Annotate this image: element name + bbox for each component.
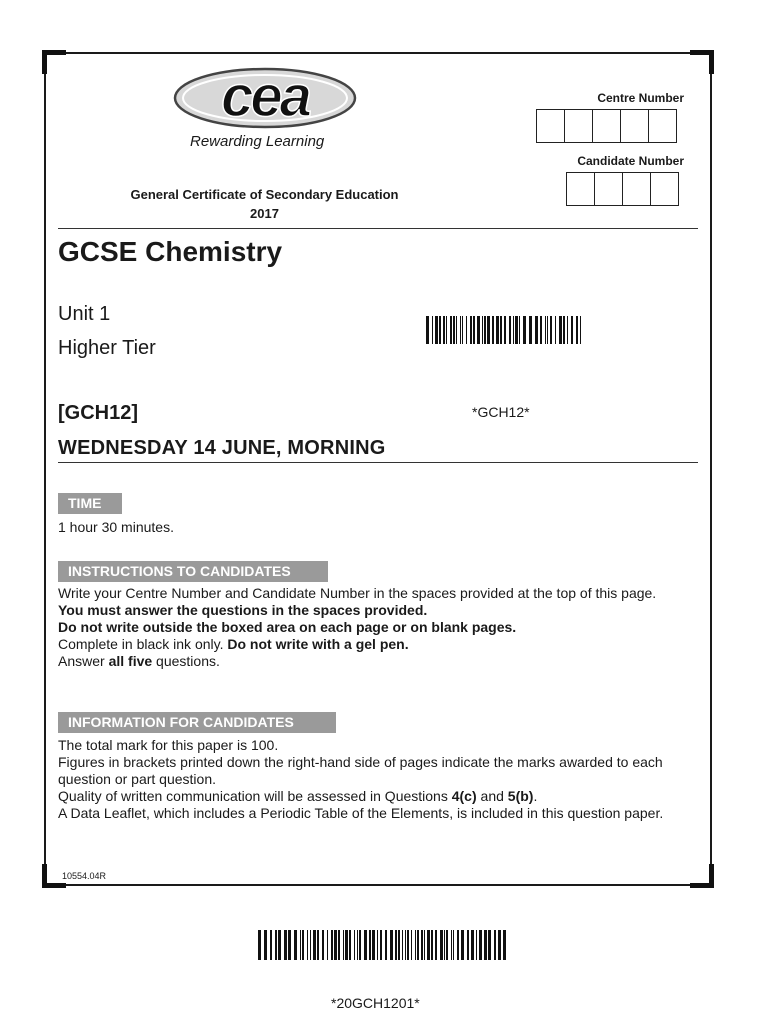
barcode-bar [440,930,443,960]
barcode-bar [390,930,393,960]
qualification-heading [112,185,417,223]
barcode-bar [294,930,297,960]
barcode-bar [509,316,511,344]
centre-number-box[interactable] [536,109,565,143]
paper-code: [GCH12] [58,402,139,424]
barcode-bar [359,930,361,960]
tagline: Rewarding Learning [190,133,325,150]
barcode-bar [451,930,452,960]
centre-number-box[interactable] [648,109,677,143]
barcode-bar [405,930,406,960]
barcode-bar [327,930,328,960]
barcode-bar [377,930,378,960]
barcode-bar [487,316,490,344]
barcode-bar [322,930,324,960]
corner-mark-bottom-right [690,864,714,888]
question-ref: 5(b) [507,788,534,804]
barcode-bar [492,316,494,344]
time-heading: TIME [58,493,122,514]
barcode-bar [450,316,452,344]
barcode-bar [334,930,337,960]
barcode-bar [345,930,348,960]
barcode-bar [519,316,520,344]
barcode-bar [446,930,448,960]
exam-tier: Higher Tier [58,337,156,359]
barcode-bar [364,930,367,960]
barcode-bar [473,316,475,344]
barcode-bar [488,930,491,960]
barcode-bar [317,930,319,960]
barcode-bar [288,930,291,960]
instruction-line: Write your Centre Number and Candidate Number in the spaces provided at the top of this page. [58,585,657,601]
barcode-bar [466,316,467,344]
barcode-bar [559,316,562,344]
barcode-bar [471,930,474,960]
barcode-bar [432,316,433,344]
instruction-line [58,636,688,653]
information-line [58,788,688,805]
page-barcode-caption: *20GCH1201* [331,995,420,1011]
barcode-bar [395,930,397,960]
information-line: A Data Leaflet, which includes a Periodic Table of the Elements, is included in this question paper. [58,805,664,821]
barcode-bar [443,316,445,344]
barcode-bar [439,316,441,344]
instructions-heading: INSTRUCTIONS TO CANDIDATES [58,561,328,582]
barcode-bar [540,316,542,344]
barcode-bar [467,930,469,960]
barcode-bar [580,316,581,344]
barcode-bar [482,316,483,344]
exam-title: GCSE Chemistry [58,236,283,267]
centre-number-box[interactable] [592,109,621,143]
corner-mark-top-left [42,50,66,74]
barcode-bar [555,316,556,344]
barcode-bar [300,930,301,960]
exam-unit: Unit 1 [58,303,111,325]
barcode-bar [435,316,438,344]
logo-text: cea [221,64,309,129]
information-heading: INFORMATION FOR CANDIDATES [58,712,336,733]
barcode-bar [284,930,287,960]
barcode-bar [513,316,514,344]
instruction-text: questions. [152,653,220,669]
barcode-bar [500,316,502,344]
instruction-line: Do not write outside the boxed area on each page or on blank pages. [58,619,517,635]
barcode-bar [479,930,482,960]
centre-number-label: Centre Number [597,91,684,105]
paper-barcode [426,316,582,344]
barcode-bar [571,316,573,344]
header-divider [58,228,698,229]
barcode-bar [313,930,316,960]
barcode-bar [426,316,429,344]
barcode-bar [462,316,463,344]
candidate-number-boxes[interactable] [567,172,679,206]
barcode-bar [349,930,351,960]
barcode-bar [476,930,477,960]
barcode-bar [535,316,538,344]
barcode-bar [515,316,518,344]
barcode-bar [417,930,419,960]
instruction-emphasis: Do not write with a gel pen. [227,636,409,652]
barcode-bar [343,930,344,960]
qualification-name: General Certificate of Secondary Education [130,187,399,202]
barcode-bar [398,930,400,960]
barcode-bar [547,316,548,344]
barcode-bar [427,930,430,960]
barcode-bar [503,930,506,960]
candidate-number-label: Candidate Number [577,154,684,168]
barcode-bar [484,930,487,960]
candidate-number-box[interactable] [650,172,679,206]
barcode-bar [494,930,496,960]
barcode-bar [310,930,311,960]
barcode-bar [529,316,532,344]
barcode-bar [477,316,480,344]
barcode-bar [470,316,472,344]
barcode-bar [444,930,445,960]
barcode-bar [453,930,454,960]
barcode-bar [357,930,358,960]
cea-logo [170,64,360,132]
barcode-bar [431,930,433,960]
barcode-bar [484,316,486,344]
barcode-bar [411,930,412,960]
barcode-bar [380,930,382,960]
barcode-bar [302,930,304,960]
barcode-bar [415,930,416,960]
paper-barcode-caption: *GCH12* [472,404,530,420]
document-code: 10554.04R [62,871,107,881]
title-divider [58,462,698,463]
barcode-bar [264,930,267,960]
barcode-bar [446,316,447,344]
instruction-line: You must answer the questions in the spaces provided. [58,602,428,618]
barcode-bar [435,930,437,960]
page-barcode [258,930,506,960]
information-body [58,737,688,822]
barcode-bar [338,930,340,960]
centre-number-boxes[interactable] [537,109,677,143]
instruction-text: Answer [58,653,109,669]
information-text: . [533,788,538,804]
barcode-bar [331,930,333,960]
instruction-line [58,653,688,670]
instructions-body [58,585,688,670]
instruction-text: Complete in black ink only. [58,636,228,652]
instruction-emphasis: all five [108,653,153,669]
barcode-bar [369,930,371,960]
barcode-bar [563,316,565,344]
centre-number-box[interactable] [564,109,593,143]
barcode-bar [457,930,459,960]
barcode-bar [550,316,552,344]
barcode-bar [372,930,375,960]
barcode-bar [275,930,277,960]
barcode-bar [307,930,308,960]
barcode-bar [523,316,526,344]
exam-date: WEDNESDAY 14 JUNE, MORNING [58,437,386,459]
barcode-bar [402,930,403,960]
barcode-bar [504,316,506,344]
barcode-bar [258,930,261,960]
exam-year: 2017 [250,206,279,221]
barcode-bar [576,316,578,344]
candidate-number-box[interactable] [622,172,651,206]
information-text: Quality of written communication will be assessed in Questions [58,788,452,804]
question-ref: 4(c) [451,788,477,804]
barcode-bar [567,316,568,344]
barcode-bar [424,930,425,960]
barcode-bar [385,930,387,960]
time-text: 1 hour 30 minutes. [58,519,174,535]
barcode-bar [498,930,501,960]
barcode-bar [421,930,423,960]
information-line: Figures in brackets printed down the right-hand side of pages indicate the marks awarded to each question or part question. [58,754,663,787]
barcode-bar [496,316,499,344]
candidate-number-box[interactable] [594,172,623,206]
barcode-bar [456,316,457,344]
barcode-bar [460,316,461,344]
information-text: and [476,788,508,804]
barcode-bar [278,930,281,960]
candidate-number-box[interactable] [566,172,595,206]
barcode-bar [270,930,272,960]
barcode-bar [545,316,546,344]
information-line: The total mark for this paper is 100. [58,737,279,753]
barcode-bar [407,930,409,960]
barcode-bar [354,930,355,960]
barcode-bar [461,930,464,960]
corner-mark-top-right [690,50,714,74]
centre-number-box[interactable] [620,109,649,143]
barcode-bar [453,316,455,344]
